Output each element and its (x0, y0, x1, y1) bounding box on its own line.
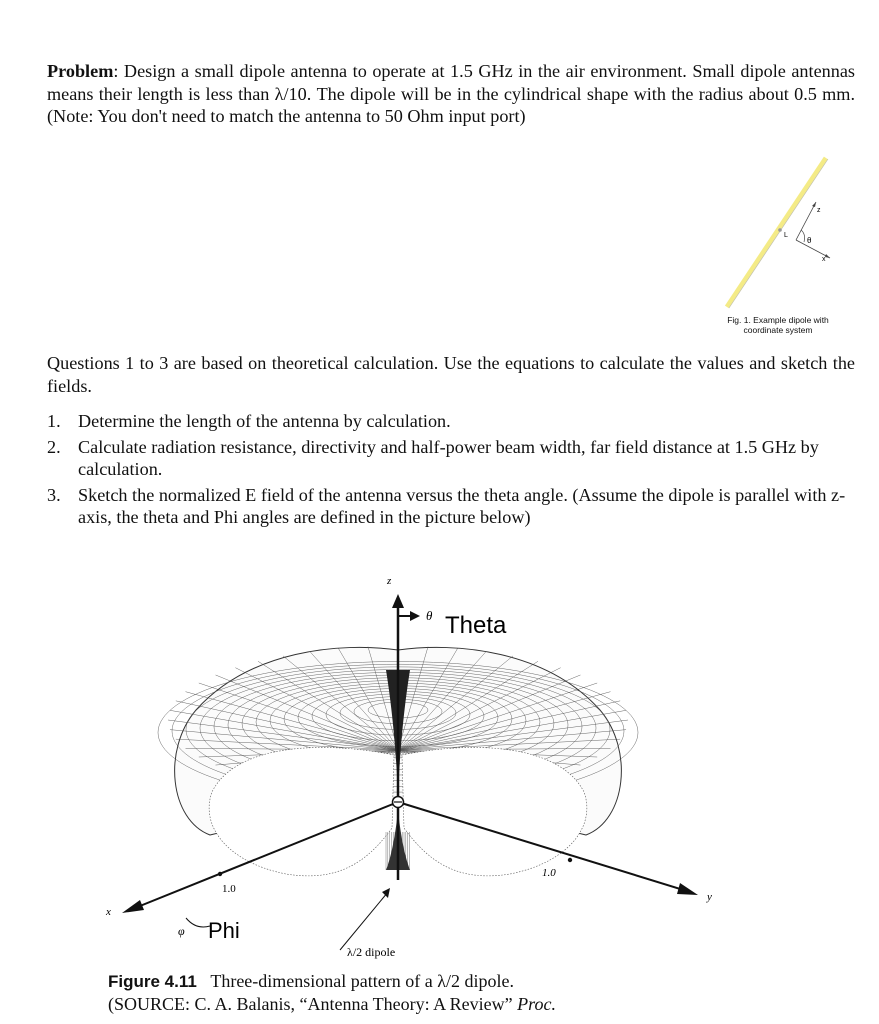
phi-arc (186, 918, 210, 927)
figure-source-text: C. A. Balanis, “Antenna Theory: A Review” (194, 994, 513, 1014)
fig1-x-arrow-icon (825, 254, 830, 258)
dipole-pointer-arrow-icon (382, 888, 390, 898)
intro-paragraph: Questions 1 to 3 are based on theoretical calculation. Use the equations to calculate the values and sketch the fields. (47, 353, 855, 396)
dipole-label: λ/2 dipole (347, 945, 396, 959)
question-list (47, 410, 855, 532)
fig1-dipole-rod (727, 158, 826, 307)
fig1-l-label: L (784, 232, 788, 239)
fig1-theta-arc (801, 230, 805, 242)
tick-dot-right (568, 858, 572, 862)
x-arrow-icon (122, 900, 144, 913)
list-item (47, 484, 855, 529)
phi-label: Phi (208, 918, 240, 943)
question-number: 2. (47, 436, 61, 457)
fig1-caption-line1: Fig. 1. Example dipole with (727, 315, 829, 325)
fig1-caption (703, 315, 853, 335)
figure-source-prefix: (SOURCE: (108, 994, 191, 1014)
question-text: Calculate radiation resistance, directivity and half-power beam width, far field distance at 1.5 GHz by calculation. (78, 436, 819, 479)
y-axis-label: y (707, 891, 712, 903)
fig1-dipole-diagram (700, 150, 860, 315)
z-axis-label: z (387, 575, 392, 587)
dipole-pointer-line (340, 892, 388, 950)
list-item (47, 436, 855, 481)
tick-label-left: 1.0 (222, 883, 236, 895)
figure-caption-text: Three-dimensional pattern of a λ/2 dipole. (210, 971, 514, 991)
fig1-z-label: z (817, 207, 821, 214)
list-item (47, 410, 855, 433)
question-text: Determine the length of the antenna by calculation. (78, 411, 451, 431)
fig1-theta-label: θ (807, 236, 812, 245)
theta-label: Theta (445, 612, 507, 639)
theta-arrow-icon (410, 611, 420, 621)
figure-caption-label: Figure 4.11 (108, 972, 197, 991)
fig1-x-label: x (822, 256, 826, 263)
z-arrow-icon (392, 594, 404, 608)
figure-caption (108, 970, 848, 1015)
fig1-z-arrow-icon (812, 202, 816, 207)
dipole-3d-pattern-figure (100, 570, 840, 965)
fig1-caption-line2: coordinate system (743, 325, 813, 335)
tick-dot-left (218, 872, 222, 876)
problem-text: : Design a small dipole antenna to operate at 1.5 GHz in the air environment. Small dipole antennas means their length is less than λ/10. The dipole will be in the cylindrical shape with the radius about 0.5 mm. (Note: You don't need to match the antenna to 50 Ohm input port) (47, 61, 855, 126)
fig1-feed-point (778, 228, 782, 232)
theta-symbol: θ (426, 608, 433, 623)
fig1-dipole-rod-edge (729, 159, 828, 308)
question-number: 1. (47, 411, 61, 431)
tick-label-right: 1.0 (542, 867, 556, 879)
fig1-z-axis (796, 202, 816, 240)
phi-symbol: φ (178, 924, 185, 938)
question-number: 3. (47, 484, 61, 505)
problem-label: Problem (47, 61, 114, 81)
y-arrow-icon (677, 883, 698, 895)
torus-inner-left (209, 747, 394, 875)
problem-paragraph (47, 60, 855, 128)
figure-source-journal: Proc. (517, 994, 556, 1014)
question-text: Sketch the normalized E field of the antenna versus the theta angle. (Assume the dipole is parallel with z-axis, the theta and Phi angles are defined in the picture below) (78, 484, 846, 527)
x-axis-label: x (106, 906, 111, 918)
